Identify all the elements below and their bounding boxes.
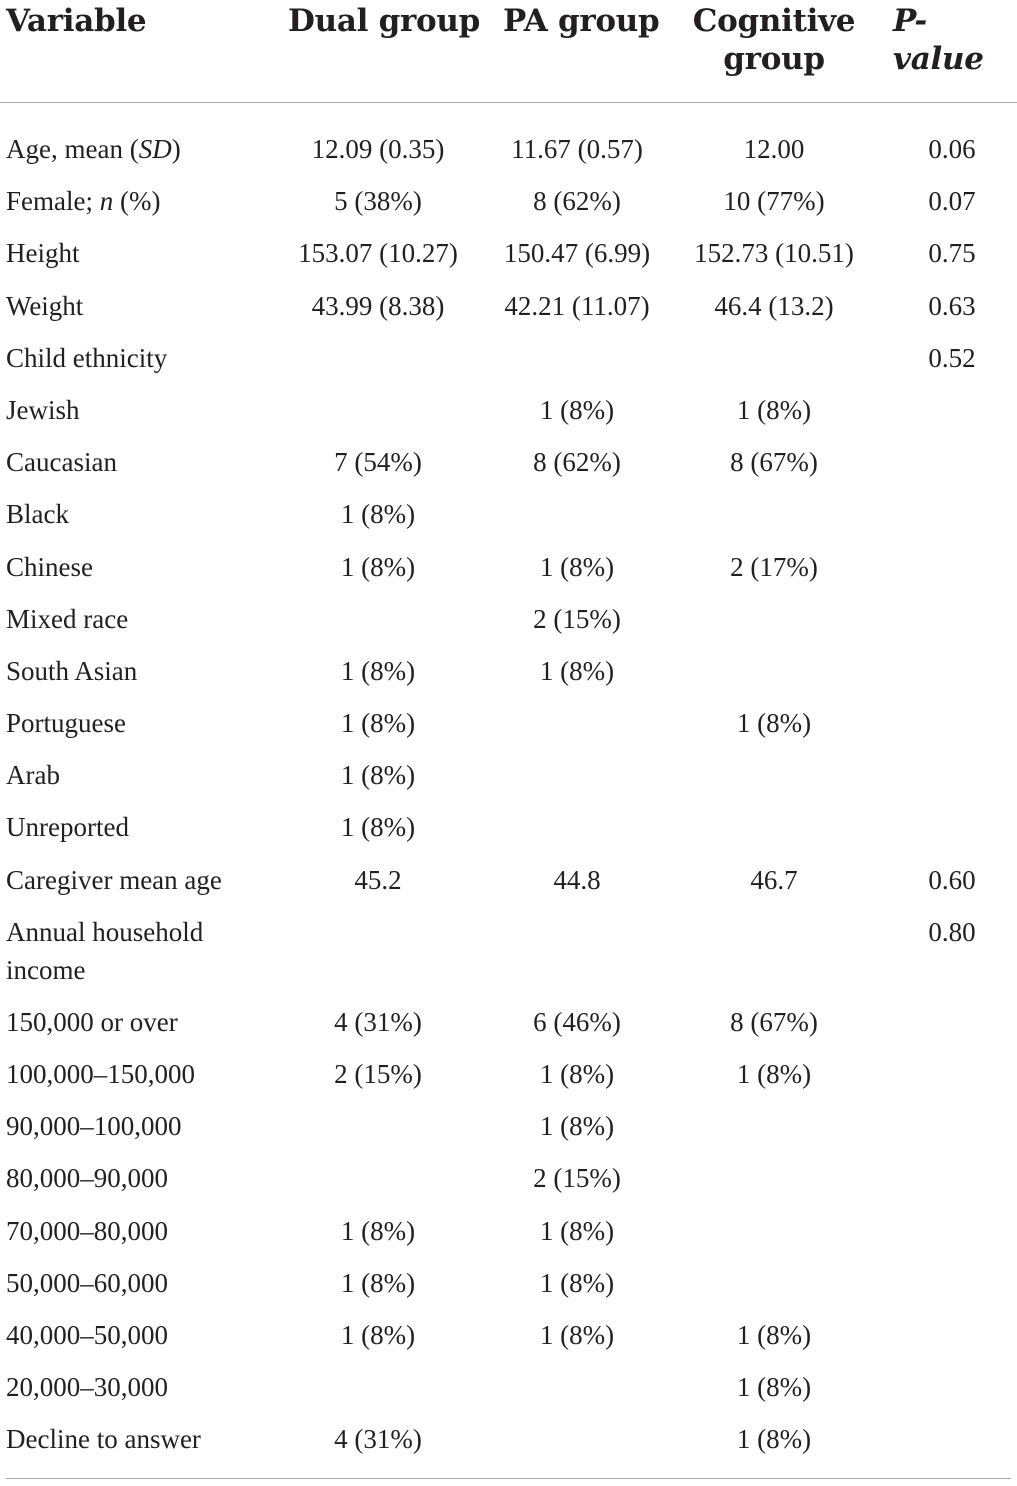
- table-row: [0, 913, 1017, 1003]
- cell-dual: 1 (8%): [340, 760, 416, 791]
- cell-cognitive: 46.7: [750, 864, 798, 895]
- table-row: [0, 130, 1017, 182]
- table-row: [0, 1368, 1017, 1420]
- cell-variable: Portuguese: [6, 708, 126, 739]
- cell-pa: 11.67 (0.57): [511, 134, 643, 164]
- header-cognitive-group: [690, 2, 858, 78]
- cell-variable: 20,000–30,000: [6, 1372, 168, 1403]
- cell-pa: 8 (62%): [533, 447, 621, 478]
- cell-dual: 5 (38%): [334, 186, 422, 217]
- header-cognitive-line1: Cognitive: [692, 3, 856, 39]
- cell-p-value: 0.52: [928, 342, 976, 373]
- cell-cognitive: 1 (8%): [736, 1372, 812, 1403]
- cell-variable: 150,000 or over: [6, 1006, 178, 1037]
- cell-dual: 1 (8%): [340, 708, 416, 739]
- cell-pa: 150.47 (6.99): [503, 238, 651, 269]
- table-row: [0, 391, 1017, 443]
- cell-variable: Black: [6, 499, 69, 530]
- table-row: [0, 808, 1017, 860]
- header-pa-group: PA group: [503, 3, 660, 39]
- cell-cognitive: 1 (8%): [736, 1059, 812, 1089]
- cell-cognitive: 1 (8%): [736, 1319, 812, 1350]
- cell-pa: 2 (15%): [533, 603, 621, 634]
- cell-variable: 50,000–60,000: [6, 1267, 168, 1298]
- cell-pa: 1 (8%): [539, 394, 615, 425]
- cell-pa: 1 (8%): [539, 655, 615, 686]
- table-row: [0, 1003, 1017, 1055]
- cell-pa: 1 (8%): [539, 1059, 615, 1089]
- cell-variable: Jewish: [6, 394, 80, 425]
- cell-cognitive: 1 (8%): [736, 708, 812, 739]
- cell-p-value: 0.80: [928, 916, 976, 947]
- cell-variable: 100,000–150,000: [6, 1059, 195, 1089]
- table-row: [0, 1107, 1017, 1159]
- cell-dual: 1 (8%): [340, 655, 416, 686]
- cell-cognitive: 2 (17%): [730, 551, 818, 582]
- cell-pa: 8 (62%): [533, 186, 621, 217]
- cell-variable: Child ethnicity: [6, 342, 168, 373]
- cell-pa: 1 (8%): [539, 551, 615, 582]
- table-row: [0, 234, 1017, 286]
- table-header: [0, 0, 1017, 103]
- cell-dual: 4 (31%): [334, 1424, 422, 1455]
- cell-variable: 40,000–50,000: [6, 1319, 168, 1350]
- cell-variable: South Asian: [6, 655, 138, 686]
- cell-cognitive: 152.73 (10.51): [694, 238, 854, 269]
- cell-dual: 1 (8%): [340, 499, 416, 530]
- cell-variable: Caucasian: [6, 447, 117, 478]
- table-row: [0, 495, 1017, 547]
- cell-variable: Decline to answer: [6, 1424, 201, 1455]
- cell-dual: 43.99 (8.38): [311, 290, 445, 321]
- header-p-value: P-value: [893, 3, 984, 77]
- cell-pa: 44.8: [553, 864, 601, 895]
- table-row: [0, 339, 1017, 391]
- cell-dual: 1 (8%): [340, 812, 416, 843]
- cell-dual: 153.07 (10.27): [298, 238, 458, 269]
- table-row: [0, 1420, 1017, 1472]
- cell-dual: 45.2: [354, 864, 402, 895]
- cell-variable: Annual household income: [6, 916, 204, 985]
- table-row: [0, 287, 1017, 339]
- cell-p-value: 0.63: [928, 290, 976, 321]
- table-row: [0, 756, 1017, 808]
- cell-dual: 1 (8%): [340, 1267, 416, 1298]
- cell-pa: 1 (8%): [539, 1319, 615, 1350]
- cell-cognitive: 10 (77%): [723, 186, 825, 217]
- table-row: [0, 1264, 1017, 1316]
- cell-cognitive: 8 (67%): [730, 1006, 818, 1037]
- cell-p-value: 0.06: [928, 134, 976, 164]
- cell-cognitive: 1 (8%): [736, 394, 812, 425]
- table-row: [0, 1212, 1017, 1264]
- cell-variable: Arab: [6, 760, 60, 791]
- cell-dual: 2 (15%): [334, 1059, 422, 1089]
- cell-cognitive: 8 (67%): [730, 447, 818, 478]
- cell-variable: 70,000–80,000: [6, 1215, 168, 1246]
- cell-variable: Age, mean (SD): [6, 134, 181, 164]
- cell-pa: 6 (46%): [533, 1006, 621, 1037]
- header-cognitive-line2: group: [723, 41, 825, 77]
- cell-cognitive: 1 (8%): [736, 1424, 812, 1455]
- cell-pa: 42.21 (11.07): [504, 290, 650, 321]
- table-row: [0, 1159, 1017, 1211]
- cell-p-value: 0.75: [928, 238, 976, 269]
- cell-dual: 1 (8%): [340, 1319, 416, 1350]
- cell-dual: 12.09 (0.35): [311, 134, 445, 164]
- table-row: [0, 1316, 1017, 1368]
- table-row: [0, 652, 1017, 704]
- cell-variable: Mixed race: [6, 603, 129, 634]
- cell-variable: Height: [6, 238, 80, 269]
- cell-variable: 90,000–100,000: [6, 1111, 182, 1142]
- cell-p-value: 0.60: [928, 864, 976, 895]
- table-row: [0, 704, 1017, 756]
- bottom-rule: [6, 1478, 1011, 1479]
- cell-dual: 1 (8%): [340, 551, 416, 582]
- cell-variable: Chinese: [6, 551, 93, 582]
- cell-dual: 7 (54%): [334, 447, 422, 478]
- cell-pa: 2 (15%): [533, 1163, 621, 1194]
- cell-p-value: 0.07: [928, 186, 976, 217]
- cell-variable: Weight: [6, 290, 84, 321]
- cell-dual: 1 (8%): [340, 1215, 416, 1246]
- cell-cognitive: 12.00: [743, 134, 805, 164]
- table-row: [0, 443, 1017, 495]
- cell-pa: 1 (8%): [539, 1267, 615, 1298]
- cell-dual: 4 (31%): [334, 1006, 422, 1037]
- table-row: [0, 182, 1017, 234]
- cell-variable: 80,000–90,000: [6, 1163, 168, 1194]
- cell-pa: 1 (8%): [539, 1111, 615, 1142]
- header-variable: Variable: [6, 3, 147, 39]
- table-body: [0, 130, 1017, 1473]
- cell-cognitive: 46.4 (13.2): [714, 290, 834, 321]
- cell-variable: Female; n (%): [6, 186, 161, 217]
- table-row: [0, 861, 1017, 913]
- header-dual-group: Dual group: [288, 3, 480, 39]
- cell-variable: Unreported: [6, 812, 129, 843]
- cell-variable: Caregiver mean age: [6, 864, 222, 895]
- table-row: [0, 1055, 1017, 1107]
- cell-pa: 1 (8%): [539, 1215, 615, 1246]
- table-row: [0, 600, 1017, 652]
- table-row: [0, 548, 1017, 600]
